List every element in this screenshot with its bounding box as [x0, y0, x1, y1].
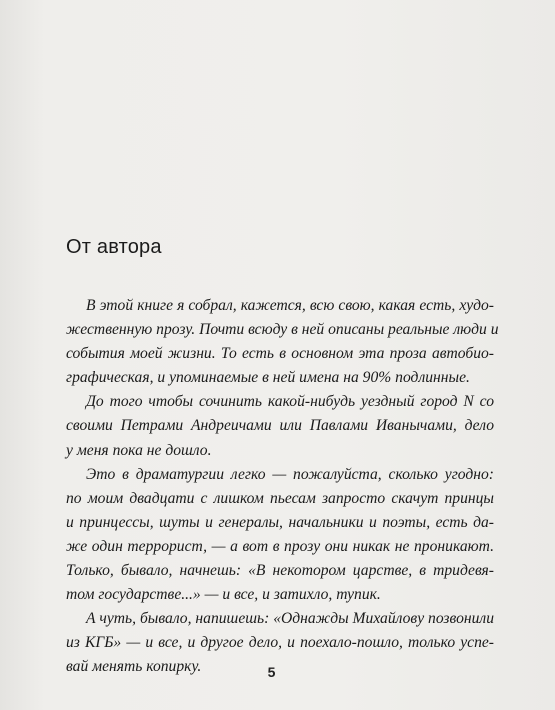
text-line: у меня пока не дошло.: [66, 441, 212, 459]
text-line: Только, бывало, начнешь: «В некотором царстве, в тридевя-: [66, 562, 494, 580]
text-line: и принцессы, шуты и генералы, начальники и поэты, есть да-: [66, 513, 494, 531]
text-line: графическая, и упоминаемые в ней имена на 90% подлинные.: [66, 369, 470, 387]
page-number: 5: [267, 664, 276, 680]
text-line: события моей жизни. То есть в основном эта проза автобио-: [66, 345, 494, 363]
text-line: же один террорист, — а вот в прозу они никак не проникают.: [66, 537, 494, 555]
text-line: Это в драматургии легко — пожалуйста, сколько угодно:: [86, 465, 494, 483]
body-text: [66, 294, 499, 680]
text-line: В этой книге я собрал, кажется, всю свою, какая есть, худо-: [86, 297, 494, 314]
text-line: своими Петрами Андреичами или Павлами Иванычами, дело: [66, 417, 494, 435]
text-line: по моим двадцати с лишком пьесам запросто скачут принцы: [66, 489, 494, 507]
text-line: А чуть, бывало, напишешь: «Однажды Михайлову позвонили: [86, 610, 494, 628]
text-line: вай менять копирку.: [66, 658, 202, 676]
text-line: жественную прозу. Почти всюду в ней описаны реальные люди и: [66, 321, 499, 339]
text-line: До того чтобы сочинить какой-нибудь уездный город N со: [86, 393, 494, 411]
text-line: из КГБ» — и все, и другое дело, и поехало-пошло, только успе-: [66, 634, 494, 652]
text-line: том государстве...» — и все, и затихло, тупик.: [66, 586, 381, 604]
section-heading: От автора: [66, 236, 162, 258]
